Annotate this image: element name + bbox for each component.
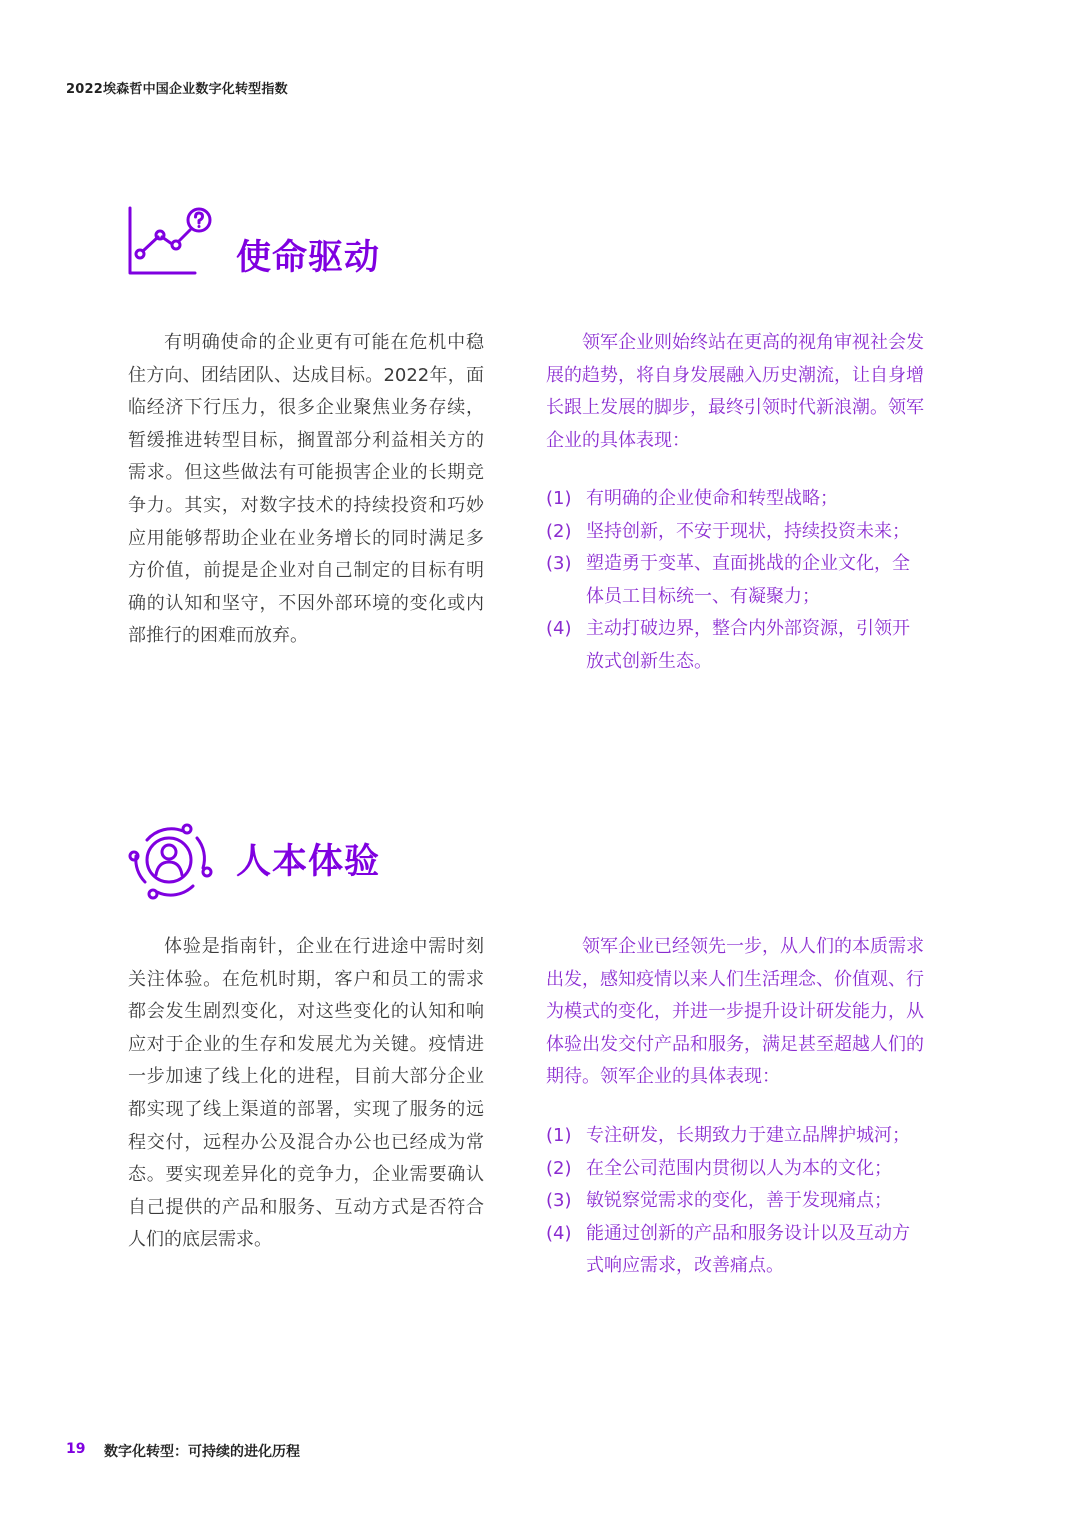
list-item-text: 塑造勇于变革、直面挑战的企业文化，全体员工目标统一、有凝聚力； — [586, 553, 910, 607]
list-item-number: (1) — [546, 1125, 572, 1146]
mission-points-list — [546, 483, 926, 679]
list-item — [546, 1153, 926, 1186]
list-item — [546, 483, 926, 516]
list-item-text: 能通过创新的产品和服务设计以及互动方式响应需求，改善痛点。 — [586, 1222, 910, 1277]
list-item — [546, 1120, 926, 1153]
list-item — [546, 548, 926, 613]
list-item — [546, 613, 926, 678]
list-item-text: 专注研发，长期致力于建立品牌护城河； — [586, 1125, 910, 1146]
list-item-text: 主动打破边界，整合内外部资源，引领开放式创新生态。 — [586, 618, 910, 672]
section-title-mission: 使命驱动 — [236, 238, 381, 278]
person-network-icon — [127, 818, 215, 902]
footer-chapter-title: 数字化转型：可持续的进化历程 — [104, 1444, 300, 1460]
list-item-number: (3) — [546, 1190, 572, 1212]
list-item — [546, 1185, 926, 1218]
list-item — [546, 516, 926, 549]
experience-body-text: 体验是指南针，企业在行进途中需时刻关注体验。在危机时期，客户和员工的需求都会发生剧烈变化，对这些变化的认知和响应对于企业的生存和发展尤为关键。疫情进一步加速了线上化的进程，目前大部分企业都实现了线上渠道的部署，实现了服务的远程交付，远程办公及混合办公也已经成为常态。要实现差异化的竞争力，企业需要确认自己提供的产品和服务、互动方式是否符合人们的底层需求。 — [128, 936, 484, 1251]
experience-points-list — [546, 1120, 926, 1283]
experience-lead-text: 领军企业已经领先一步，从人们的本质需求出发，感知疫情以来人们生活理念、价值观、行为模式的变化，并进一步提升设计研发能力，从体验出发交付产品和服务，满足甚至超越人们的期待。领军企业的具体表现： — [546, 936, 924, 1088]
list-item — [546, 1218, 926, 1283]
mission-body-text: 有明确使命的企业更有可能在危机中稳住方向、团结团队、达成目标。2022年，面临经济下行压力，很多企业聚焦业务存续，暂缓推进转型目标，搁置部分利益相关方的需求。但这些做法有可能损害企业的长期竞争力。其实，对数字技术的持续投资和巧妙应用能够帮助企业在业务增长的同时满足多方价值，前提是企业对自己制定的目标有明确的认知和坚守，不因外部环境的变化或内部推行的困难而放弃。 — [128, 332, 484, 647]
list-item-number: (2) — [546, 520, 572, 542]
list-item-text: 坚持创新，不安于现状，持续投资未来； — [586, 520, 910, 542]
list-item-text: 在全公司范围内贯彻以人为本的文化； — [586, 1157, 892, 1179]
list-item-number: (2) — [546, 1157, 572, 1179]
growth-chart-question-icon — [127, 206, 215, 276]
list-item-number: (1) — [546, 488, 572, 509]
list-item-number: (4) — [546, 618, 572, 640]
list-item-text: 有明确的企业使命和转型战略； — [586, 488, 838, 509]
section-title-human-experience: 人本体验 — [236, 842, 381, 882]
page-number: 19 — [66, 1441, 86, 1457]
list-item-number: (4) — [546, 1222, 572, 1244]
list-item-number: (3) — [546, 553, 572, 575]
mission-lead-text: 领军企业则始终站在更高的视角审视社会发展的趋势，将自身发展融入历史潮流，让自身增长跟上发展的脚步，最终引领时代新浪潮。领军企业的具体表现： — [546, 332, 924, 451]
list-item-text: 敏锐察觉需求的变化，善于发现痛点； — [586, 1190, 892, 1212]
report-header-title: 2022埃森哲中国企业数字化转型指数 — [66, 82, 288, 97]
